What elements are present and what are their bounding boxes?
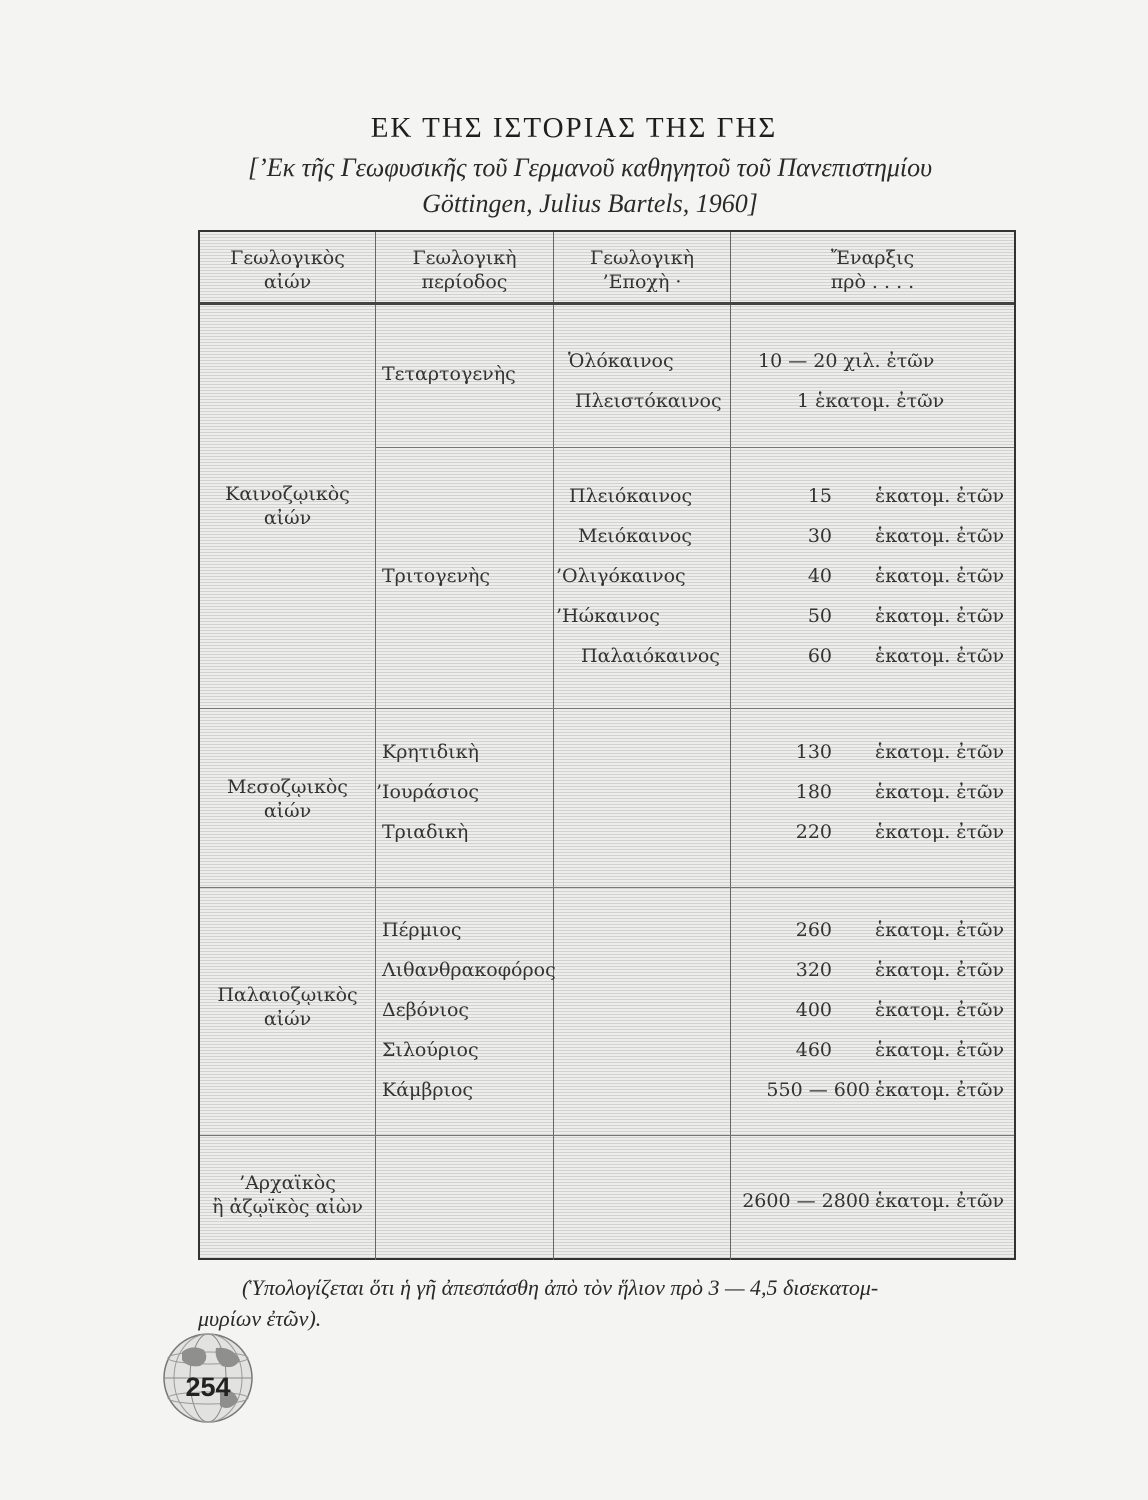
period-carboniferous: Λιθανθρακοφόρος — [382, 959, 556, 981]
period-permian: Πέρμιος — [382, 919, 462, 941]
epoch-holocene: Ὁλόκαινος — [568, 350, 674, 372]
header-epoch: Γεωλογικὴ ’Εποχὴ · — [589, 247, 695, 293]
subtitle-line-1: [’Εκ τῆς Γεωφυσικῆς τοῦ Γερμανοῦ καθηγητοῦ τοῦ Πανεπιστημίου — [247, 153, 933, 182]
geological-table — [198, 230, 1016, 1260]
start-num: 2600 — 2800 — [742, 1190, 870, 1212]
column-divider — [553, 232, 554, 1260]
start-unit: ἑκατομ. ἐτῶν — [875, 565, 1005, 587]
header-start: Ἔναρξις πρὸ . . . . — [830, 247, 915, 293]
start-num: 550 — 600 — [766, 1079, 870, 1101]
row-divider — [200, 708, 1014, 709]
period-devonian: Δεβόνιος — [382, 999, 470, 1021]
header-period: Γεωλογικὴ περίοδος — [412, 247, 517, 293]
start-unit: ἑκατομ. ἐτῶν — [875, 1190, 1005, 1212]
start-unit: ἑκατομ. ἐτῶν — [875, 781, 1005, 803]
start-num: 260 — [795, 919, 832, 941]
row-divider — [200, 887, 1014, 888]
start-unit: ἑκατομ. ἐτῶν — [875, 525, 1005, 547]
period-cretaceous: Κρητιδικὴ — [382, 741, 479, 763]
start-unit: ἑκατομ. ἐτῶν — [875, 741, 1005, 763]
start-pleistocene: 1 ἑκατομ. ἐτῶν — [797, 390, 945, 412]
epoch-eocene: ’Ηώκαινος — [556, 605, 660, 627]
epoch-paleocene: Παλαιόκαινος — [581, 645, 720, 667]
aeon-mesozoic: Μεσοζῳικὸς αἰών — [227, 776, 348, 822]
period-triassic: Τριαδικὴ — [382, 821, 469, 843]
start-num: 60 — [807, 645, 832, 667]
column-divider — [375, 232, 376, 1260]
start-num: 460 — [795, 1039, 832, 1061]
start-num: 40 — [807, 565, 832, 587]
aeon-paleozoic: Παλαιοζῳικὸς αἰών — [217, 984, 358, 1030]
subtitle — [150, 150, 1030, 222]
header-rule — [200, 302, 1014, 305]
footnote-line-2: μυρίων ἐτῶν). — [198, 1306, 322, 1331]
start-num: 220 — [795, 821, 832, 843]
start-num: 400 — [795, 999, 832, 1021]
footnote-line-1: (Ὑπολογίζεται ὅτι ἡ γῆ ἀπεσπάσθη ἀπὸ τὸν ἥλιον πρὸ 3 — 4,5 δισεκατομ- — [242, 1275, 879, 1300]
start-unit: ἑκατομ. ἐτῶν — [875, 485, 1005, 507]
start-num: 130 — [795, 741, 832, 763]
start-num: 30 — [807, 525, 832, 547]
period-cambrian: Κάμβριος — [382, 1079, 474, 1101]
epoch-miocene: Μειόκαινος — [578, 525, 692, 547]
column-divider — [730, 232, 731, 1260]
epoch-pleistocene: Πλειστόκαινος — [575, 390, 722, 412]
row-divider — [200, 1135, 1014, 1136]
start-num: 50 — [807, 605, 832, 627]
epoch-pliocene: Πλειόκαινος — [569, 485, 693, 507]
start-unit: ἑκατομ. ἐτῶν — [875, 645, 1005, 667]
start-unit: ἑκατομ. ἐτῶν — [875, 919, 1005, 941]
start-num: 320 — [795, 959, 832, 981]
footnote — [198, 1272, 1058, 1334]
period-quaternary: Τεταρτογενὴς — [382, 363, 516, 385]
period-silurian: Σιλούριος — [382, 1039, 479, 1061]
header-aeon: Γεωλογικὸς αἰών — [230, 247, 345, 293]
start-unit: ἑκατομ. ἐτῶν — [875, 821, 1005, 843]
aeon-archaic: ’Αρχαϊκὸς ἢ ἀζῳϊκὸς αἰὼν — [212, 1172, 363, 1218]
period-jurassic: ’Ιουράσιος — [376, 781, 480, 803]
start-unit: ἑκατομ. ἐτῶν — [875, 1079, 1005, 1101]
subtitle-line-2: Göttingen, Julius Bartels, 1960] — [422, 189, 758, 218]
row-divider — [375, 447, 1014, 448]
start-num: 180 — [795, 781, 832, 803]
page-title: ΕΚ ΤΗΣ ΙΣΤΟΡΙΑΣ ΤΗΣ ΓΗΣ — [370, 112, 778, 144]
start-num: 15 — [807, 485, 832, 507]
aeon-cenozoic: Καινοζῳικὸς αἰών — [225, 483, 350, 529]
start-unit: ἑκατομ. ἐτῶν — [875, 1039, 1005, 1061]
start-unit: ἑκατομ. ἐτῶν — [875, 999, 1005, 1021]
start-holocene: 10 — 20 χιλ. ἐτῶν — [758, 350, 935, 372]
epoch-oligocene: ’Ολιγόκαινος — [556, 565, 686, 587]
start-unit: ἑκατομ. ἐτῶν — [875, 959, 1005, 981]
period-tertiary: Τριτογενὴς — [382, 565, 491, 587]
page-number: 254 — [185, 1372, 231, 1402]
start-unit: ἑκατομ. ἐτῶν — [875, 605, 1005, 627]
